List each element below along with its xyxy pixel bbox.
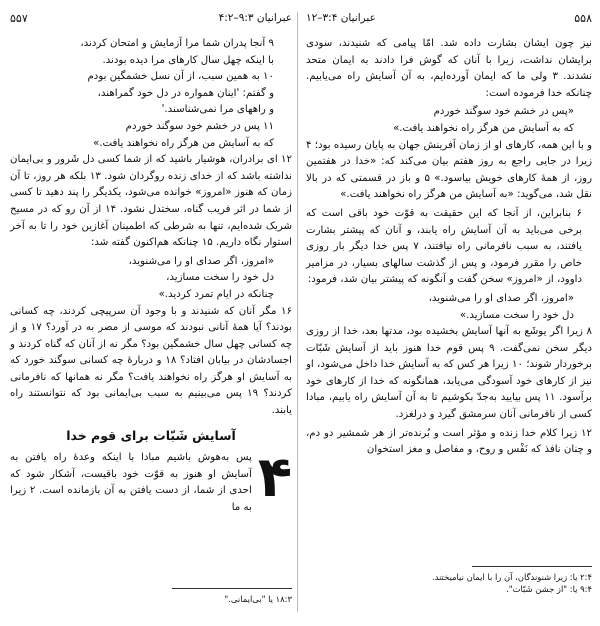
- verse-line: دل خود را سخت مسازید.»: [459, 309, 574, 321]
- chapter-start: [10, 445, 292, 516]
- right-page-number: ۵۵۸: [574, 11, 592, 25]
- left-poem-block: [10, 36, 292, 152]
- paragraph: ۸ زیرا اگر یوشَع به آنها آسایش بخشیده بود، مدتها بعد، خدا از روزی دیگر سخن نمی‌گفت. ۹ پس قوم خدا هنوز باید از آسایش شَبّات برخوردار شوند؛ ۱۰ زیرا هر کس که به آسایش خدا داخل می‌شود، او نیز از کارهای خود آسودگی می‌یابد، همانگونه که خدا از کارهای خود برآسود. ۱۱ پس بیایید به‌جدّ بکوشیم تا به آن آسایش راه یابیم، مبادا کسی از نافرمانی آنان سرمشق گیرد و درلغزد.: [306, 326, 592, 421]
- right-header-reference: عبرانیان ۳:۴–۱۲: [306, 12, 376, 24]
- right-page-body: [306, 36, 592, 461]
- footnote: ۹:۴ یا: "از جشن شَبّات".: [506, 584, 592, 594]
- verse-line: چنانکه در ایام تمرد کردید.»: [158, 288, 274, 300]
- chapter-number: ۴: [257, 445, 292, 511]
- verse-line: و راههای مرا نمی‌شناسند.': [161, 104, 274, 116]
- footnote: ۱۸:۳ یا "بی‌ایمانی.": [224, 594, 292, 604]
- verse-line: ۹ آنجا پدران شما مرا آزمایش و امتحان کردند،: [80, 38, 274, 49]
- left-poem-block-2: [10, 254, 292, 304]
- left-page: [10, 0, 292, 626]
- left-page-body: [10, 36, 292, 517]
- left-footnotes: [10, 588, 292, 605]
- right-poem-block-2: [306, 291, 592, 324]
- paragraph: ۱۲ ای برادران، هوشیار باشید که از شما کسی دل شَرور و بی‌ایمان نداشته باشد که از خدای زنده روگردان شود. ۱۳ بلکه هر روز، تا آن زمان که هنوز «امروز» خوانده می‌شود، یکدیگر را پند دهید تا کسی از شما در اثر فریب گناه، سختدل نشود. ۱۴ از آن رو که در مسیح شریک شده‌ایم، تنها به شرطی که اطمینان آغازین خود را تا به آخر استوار نگاه داریم. ۱۵ چنانکه هم‌اکنون گفته شد:: [10, 154, 292, 249]
- footnote-rule: [172, 588, 292, 589]
- gutter-divider: [297, 12, 298, 612]
- verse-line: «پس در خشم خود سوگند خوردم: [433, 106, 574, 118]
- chapter-text: پس به‌هوش باشیم مبادا با اینکه وعدهٔ راه یافتن به آسایش او هنوز به قوّت خود باقیست، آشکار شود که احدی از شما، از دست یافتن به آن بازمانده است. ۲ زیرا به ما: [10, 452, 252, 514]
- right-poem-block: [306, 104, 592, 137]
- right-page-header: [306, 10, 592, 26]
- left-header-reference: عبرانیان ۹:۳–۴:۲: [218, 12, 292, 24]
- paragraph: نیز چون ایشان بشارت داده شد. امّا پیامی که شنیدند، سودی برایشان نداشت، زیرا با آنان که گوش فرا دادند به ایمان متحد نشدند. ۳ ولی ما که ایمان آورده‌ایم، به آن آسایش راه می‌یابیم. چنانکه خدا فرموده است:: [306, 38, 592, 99]
- left-page-header: [10, 10, 292, 26]
- verse-line: ۱۱ پس در خشم خود سوگند خوردم: [125, 120, 274, 132]
- right-footnotes: [306, 566, 592, 595]
- verse-line: «امروز، اگر صدای او را می‌شنوید،: [128, 255, 274, 267]
- verse-line: با اینکه چهل سال کارهای مرا دیده بودند.: [102, 54, 274, 66]
- section-title: آسایش شَبّات برای قوم خدا: [66, 427, 236, 443]
- verse-line: که به آسایش من هرگز راه نخواهند یافت.»: [93, 137, 274, 149]
- right-page: [306, 0, 592, 626]
- verse-line: و گفتم: 'اینان همواره در دل خود گمراهند،: [97, 87, 274, 99]
- paragraph: و با این همه، کارهای او از زمان آفرینش جهان به پایان رسیده بود؛ ۴ زیرا در جایی راجع به روز هفتم بیان می‌کند که: «خدا در هفتمین روز، از همهٔ کارهای خویش بیاسود.» ۵ و باز در قسمتی که در بالا نقل شد، می‌گوید: «به آسایش من هرگز راه نخواهند یافت.»: [306, 139, 592, 201]
- left-page-number: ۵۵۷: [10, 11, 28, 25]
- verse-line: ۱۰ به همین سبب، از آن نسل خشمگین بودم: [87, 71, 274, 83]
- footnote-rule: [472, 566, 592, 567]
- footnote: ۲:۴ یا: زیرا شنوندگان، آن را با ایمان نیامیختند.: [431, 572, 592, 582]
- verse-line: دل خود را سخت مسازید،: [166, 272, 274, 284]
- paragraph: ۶ بنابراین، از آنجا که این حقیقت به قوّت خود باقی است که برخی می‌باید به آن آسایش راه یابند، و آنان که پیشتر بشارت یافتند، به سبب نافرمانی راه نیافتند، ۷ پس خدا دیگر بار روزی خاص را مقرر فرمود، و پس از گذشت سالهای بسیار، در مزامیر داوود، از «امروز» سخن گفت و آنگونه که پیشتر بیان شد، فرمود:: [306, 207, 582, 286]
- paragraph: ۱۶ مگر آنان که شنیدند و با وجود آن سرپیچی کردند، چه کسانی بودند؟ آیا همهٔ آنانی نبودند که موسی از مصر به در آورد؟ ۱۷ و از چه کسانی چهل سال خشمگین بود؟ مگر نه از آنان که گناه کردند و اجسادشان در بیابان افتاد؟ ۱۸ و دربارهٔ چه کسانی سوگند خورد که به آسایش او هرگز راه نخواهند یافت؟ مگر نه همانها که نافرمانی کردند؟ ۱۹ پس می‌بینیم به سبب بی‌ایمانی بود که نتوانستند راه یابند.: [10, 305, 293, 417]
- paragraph: ۱۲ زیرا کلام خدا زنده و مؤثر است و بُرنده‌تر از هر شمشیر دو دم، و چنان نافذ که نَفْس و روح، و مفاصل و مغز استخوان: [306, 427, 592, 456]
- verse-line: «امروز، اگر صدای او را می‌شنوید،: [428, 292, 574, 304]
- verse-line: که به آسایش من هرگز راه نخواهند یافت.»: [393, 122, 574, 134]
